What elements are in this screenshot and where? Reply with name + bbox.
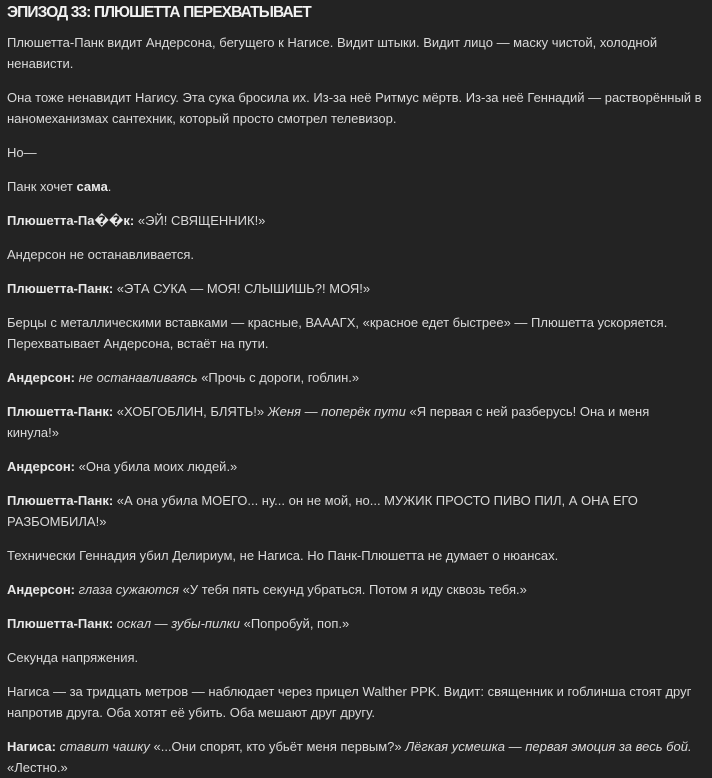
narration-paragraph: Она тоже ненавидит Нагису. Эта сука бросила их. Из-за неё Ритмус мёртв. Из-за неё Геннадий — растворённый в наномеханизмах сантехник, который просто смотрел телевизор. [7,90,702,126]
stage-direction: не останавливаясь [78,370,198,385]
dialogue-line [7,210,704,231]
dialogue-text: «Прочь с дороги, гоблин.» [197,370,360,385]
narration-paragraph: Андерсон не останавливается. [7,247,194,262]
speaker-name: Плюшетта-Панк: [7,493,114,508]
dialogue-line [7,490,704,532]
dialogue-text: «А она убила МОЕГО... ну... он не мой, но... МУЖИК ПРОСТО ПИВО ПИЛ, А ОНА ЕГО РАЗБОМБИЛА!» [7,493,638,529]
speaker-name: Плюшетта-Панк: [7,616,114,631]
speaker-name: Андерсон: [7,582,76,597]
episode-title: ЭПИЗОД 33: ПЛЮШЕТТА ПЕРЕХВАТЫВАЕТ [7,4,311,21]
dialogue-line [7,456,704,477]
speaker-name: Плюшетта-Па��к: [7,213,135,228]
narration-paragraph: Нагиса — за тридцать метров — наблюдает через прицел Walther PPK. Видит: священник и гоблинша стоят друг напротив друга. Оба хотят её убить. Оба мешают друг другу. [7,684,692,720]
stage-direction: оскал — зубы-пилки [116,616,240,631]
speaker-name: Плюшетта-Панк: [7,404,114,419]
stage-direction: глаза сужаются [78,582,179,597]
stage-direction: ставит чашку [59,739,150,754]
speaker-name: Нагиса: [7,739,56,754]
narration-paragraph: Технически Геннадия убил Делириум, не Нагиса. Но Панк-Плюшетта не думает о нюансах. [7,548,559,563]
stage-direction: Женя — поперёк пути [267,404,406,419]
narration-paragraph [7,176,704,197]
dialogue-line [7,579,704,600]
dialogue-line [7,401,704,443]
text: Панк хочет [7,179,77,194]
dialogue-text: «ЭТА СУКА — МОЯ! СЛЫШИШЬ?! МОЯ!» [113,281,371,296]
narration-paragraph: Берцы с металлическими вставками — красные, ВАААГХ, «красное едет быстрее» — Плюшетта ускоряется. Перехватывает Андерсона, встаёт на пути. [7,315,668,351]
dialogue-text: «...Они спорят, кто убьёт меня первым?» [149,739,406,754]
text: . [107,179,112,194]
dialogue-text: «Лестно.» [7,760,68,775]
narration-paragraph: Секунда напряжения. [7,650,139,665]
dialogue-text: «Попробуй, поп.» [239,616,350,631]
speaker-name: Андерсон: [7,370,76,385]
dialogue-text: «Она убила моих людей.» [75,459,238,474]
dialogue-line [7,278,704,299]
narration-paragraph: Плюшетта-Панк видит Андерсона, бегущего к Нагисе. Видит штыки. Видит лицо — маску чистой, холодной ненависти. [7,35,658,71]
emphasis: сама [76,179,108,194]
dialogue-text: «Я первая с ней разберусь! Она и меня кинула!» [7,404,650,440]
speaker-name: Плюшетта-Панк: [7,281,114,296]
stage-direction: Лёгкая усмешка — первая эмоция за весь бой. [405,739,692,754]
dialogue-text: «У тебя пять секунд убраться. Потом я иду сквозь тебя.» [179,582,527,597]
dialogue-text: «ХОБГОБЛИН, БЛЯТЬ!» [113,404,268,419]
dialogue-text: «ЭЙ! СВЯЩЕННИК!» [134,213,266,228]
dialogue-line [7,736,704,778]
dialogue-line [7,367,704,388]
dialogue-line [7,613,704,634]
narration-paragraph: Но— [7,145,37,160]
speaker-name: Андерсон: [7,459,76,474]
